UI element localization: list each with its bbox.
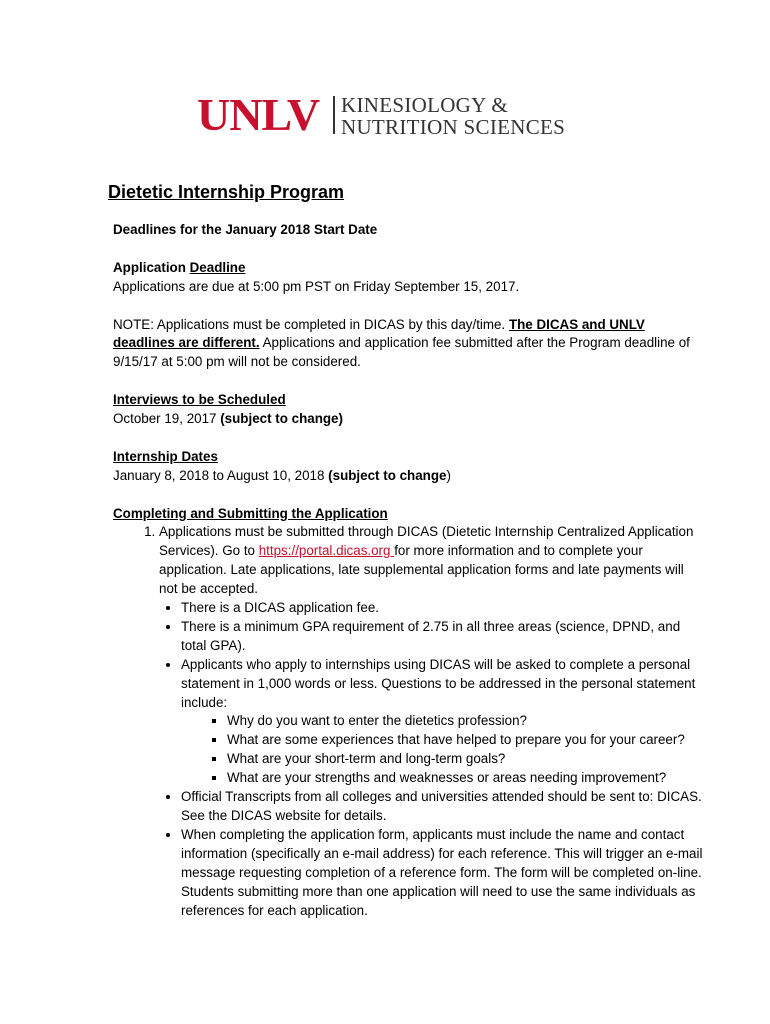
unlv-logo xyxy=(197,89,617,140)
application-label-prefix: Application xyxy=(113,259,190,275)
list-item xyxy=(181,656,703,788)
internship-note-close: ) xyxy=(446,467,451,483)
interviews-note: (subject to change) xyxy=(220,411,343,427)
interviews-heading: Interviews to be Scheduled xyxy=(113,392,286,408)
internship-dates xyxy=(113,467,703,486)
application-label-deadline: Deadline xyxy=(189,259,246,275)
interviews-date xyxy=(113,410,703,429)
list-item: • Official Transcripts from all colleges and universities attended should be sent to: DICAS. See the DICAS website for details. xyxy=(181,788,703,826)
list-item xyxy=(159,523,703,920)
list-item: ▪ What are your short-term and long-term goals? xyxy=(227,750,703,769)
internship-dates-text: January 8, 2018 to August 10, 2018 xyxy=(113,467,329,483)
internship-note: (subject to change xyxy=(328,467,447,483)
dicas-portal-link[interactable]: https://portal.dicas.org xyxy=(258,543,395,559)
list-item: • There is a DICAS application fee. xyxy=(181,599,703,618)
logo-wordmark: UNLV xyxy=(197,89,320,140)
personal-statement-text: Applicants who apply to internships using DICAS will be asked to complete a personal statement in 1,000 words or less. Questions to be addressed in the personal statement include: xyxy=(181,656,696,710)
deadlines-heading: Deadlines for the January 2018 Start Date xyxy=(113,222,378,237)
logo-divider xyxy=(333,96,335,134)
list-item: ▪ What are some experiences that have helped to prepare you for your career? xyxy=(227,731,703,750)
application-deadline-text: Applications are due at 5:00 pm PST on Friday September 15, 2017. xyxy=(113,278,520,294)
application-deadline-label xyxy=(113,259,703,278)
list-item: ▪ What are your strengths and weaknesses or areas needing improvement? xyxy=(227,769,703,788)
statement-questions-list xyxy=(181,712,703,788)
list-item: • When completing the application form, applicants must include the name and contact information (specifically an e-mail address) for each reference. This will trigger an e-mail message requesting completion of a reference form. The form will be completed on-line. Students submitting more than one application will need to use the same individuals as references for each application. xyxy=(181,826,703,921)
note-emphasis: The DICAS and UNLV deadlines are different. xyxy=(113,316,645,351)
note-before: NOTE: Applications must be completed in DICAS by this day/time. xyxy=(113,316,509,332)
logo-dept-line2: NUTRITION SCIENCES xyxy=(341,115,566,139)
page-title: Dietetic Internship Program xyxy=(108,182,345,202)
requirements-list xyxy=(159,599,703,920)
list-item: ▪ Why do you want to enter the dietetics profession? xyxy=(227,712,703,731)
step1-text-before: Applications must be submitted through DICAS (Dietetic Internship Centralized Application Services). Go to xyxy=(159,524,694,559)
list-item: • There is a minimum GPA requirement of 2.75 in all three areas (science, DPND, and total GPA). xyxy=(181,618,703,656)
interviews-date-text: October 19, 2017 xyxy=(113,411,221,427)
application-steps-list xyxy=(113,523,703,920)
internship-heading: Internship Dates xyxy=(113,448,218,464)
step1-text-after: for more information and to complete your application. Late applications, late supplemental application forms and late payments will not be accepted. xyxy=(159,543,684,597)
logo-dept-line1: KINESIOLOGY & xyxy=(341,93,509,117)
note-after: Applications and application fee submitted after the Program deadline of 9/15/17 at 5:00 pm will not be considered. xyxy=(113,335,690,370)
note-paragraph xyxy=(113,316,703,373)
logo-department xyxy=(341,94,565,138)
document-body xyxy=(113,221,703,920)
completing-heading: Completing and Submitting the Application xyxy=(113,505,388,521)
